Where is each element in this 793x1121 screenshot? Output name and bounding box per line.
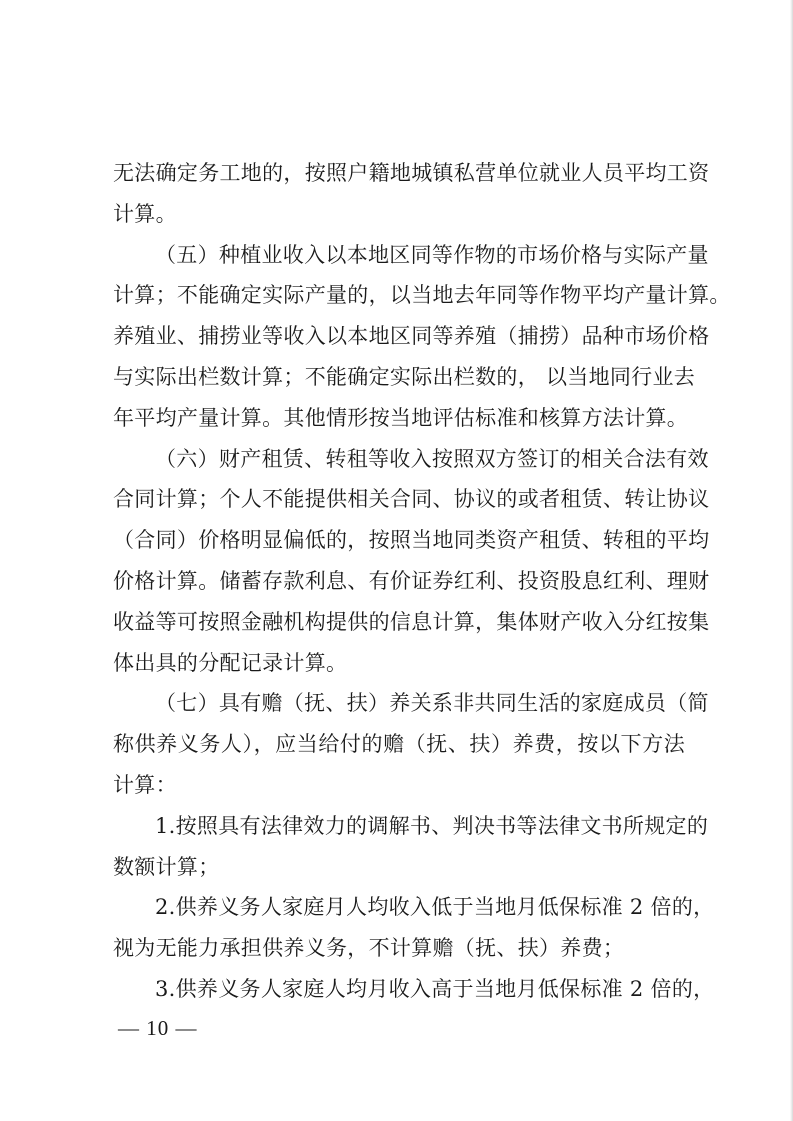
- text-line: 3.供养义务人家庭人均月收入高于当地月低保标准 2 倍的，: [155, 976, 715, 1001]
- text-line: 2.供养义务人家庭月人均收入低于当地月低保标准 2 倍的，: [155, 895, 715, 920]
- body-text: [113, 158, 731, 1015]
- text-line: （合同）价格明显偏低的，按照当地同类资产租赁、转租的平均: [113, 528, 710, 553]
- text-line: 体出具的分配记录计算。: [113, 650, 348, 675]
- text-line: 1.按照具有法律效力的调解书、判决书等法律文书所规定的: [155, 813, 709, 838]
- text-line: 数额计算；: [113, 854, 220, 879]
- text-line: 年平均产量计算。其他情形按当地评估标准和核算方法计算。: [113, 405, 689, 430]
- text-line: （六）财产租赁、转租等收入按照双方签订的相关合法有效: [155, 446, 709, 471]
- text-line: 视为无能力承担供养义务，不计算赡（抚、扶）养费；: [113, 936, 625, 961]
- text-line: 无法确定务工地的，按照户籍地城镇私营单位就业人员平均工资: [113, 161, 710, 185]
- text-line: 与实际出栏数计算；不能确定实际出栏数的， 以当地同行业去: [113, 364, 696, 389]
- text-line: 价格计算。储蓄存款利息、有价证券红利、投资股息红利、理财: [113, 568, 710, 593]
- text-line: 合同计算；个人不能提供相关合同、协议的或者租赁、转让协议: [113, 487, 710, 512]
- text-line: 计算：: [113, 772, 177, 797]
- text-line: 养殖业、捕捞业等收入以本地区同等养殖（捕捞）品种市场价格: [113, 324, 710, 349]
- text-line: （五）种植业收入以本地区同等作物的市场价格与实际产量: [155, 242, 709, 267]
- text-line: 计算。: [113, 201, 177, 226]
- page-number: — 10 —: [118, 1016, 198, 1040]
- text-line: 称供养义务人），应当给付的赡（抚、扶）养费，按以下方法: [113, 732, 685, 757]
- text-line: （七）具有赡（抚、扶）养关系非共同生活的家庭成员（简: [155, 691, 709, 716]
- text-line: 计算；不能确定实际产量的，以当地去年同等作物平均产量计算。: [113, 283, 731, 308]
- text-line: 收益等可按照金融机构提供的信息计算，集体财产收入分红按集: [113, 609, 710, 634]
